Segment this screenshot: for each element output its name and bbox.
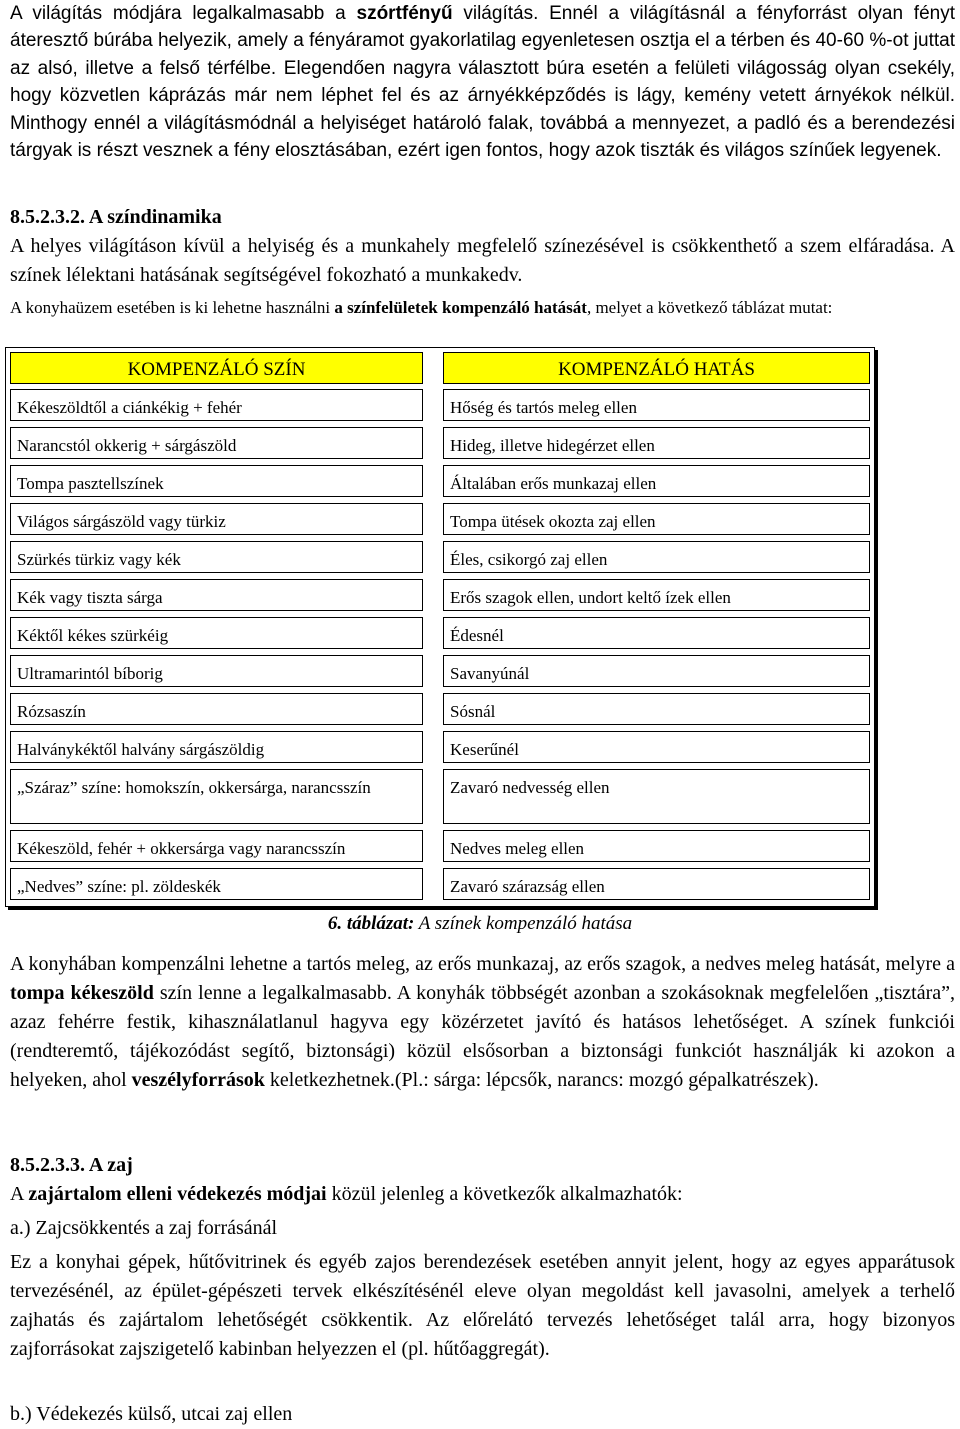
intro-text-cont2: Minthogy ennél a világításmódnál a helyiséget határoló falak, továbbá a mennyezet, a padló és a berendezési tárgyak is részt vesznek a fény elosztásában, ezért igen fontos, hogy azok tiszták és világos színűek legyenek. bbox=[10, 112, 955, 162]
table-cell-effect: Hideg, illetve hidegérzet ellen bbox=[443, 427, 870, 459]
zaj-intro-bold: zajártalom elleni védekezés módjai bbox=[28, 1183, 327, 1205]
compensation-table bbox=[5, 347, 875, 907]
section-heading-szindinamika: 8.5.2.3.2. A színdinamika bbox=[10, 206, 222, 228]
table-cell-color: Kékeszöldtől a ciánkékig + fehér bbox=[10, 389, 423, 421]
table-cell-color: Kék vagy tiszta sárga bbox=[10, 579, 423, 611]
table-cell-color: Ultramarintól bíborig bbox=[10, 655, 423, 687]
after-table-text: A konyhában kompenzálni lehetne a tartós meleg, az erős munkazaj, az erős szagok, a nedves meleg hatását, melyre a bbox=[10, 953, 955, 975]
table-cell-color: Rózsaszín bbox=[10, 693, 423, 725]
table-cell-effect: Zavaró szárazság ellen bbox=[443, 868, 870, 900]
table-cell-color: „Száraz” színe: homokszín, okkersárga, narancsszín bbox=[10, 769, 423, 824]
table-intro-text: A konyhaüzem esetében is ki lehetne használni bbox=[10, 298, 335, 317]
table-cell-effect: Sósnál bbox=[443, 693, 870, 725]
list-item-b: b.) Védekezés külső, utcai zaj ellen bbox=[10, 1403, 293, 1425]
table-cell-effect: Zavaró nedvesség ellen bbox=[443, 769, 870, 824]
table-cell-effect: Keserűnél bbox=[443, 731, 870, 763]
intro-text-cont: világítás. Ennél a világításnál a fényforrást olyan fényt áteresztő búrába helyezik, amely a fényáramot gyakorlatilag egyenletesen osztja el a térben és 40-60 %-ot juttat az alsó, illetve a felső térfélbe. Elegendően nagyra választott búra esetén a felületi világosság olyan csekély, hogy közvetlen káprázás már nem léphet fel és az árnyékképződés is lágy, kemény vetett árnyékok nélkül. bbox=[10, 3, 955, 107]
intro-paragraph bbox=[10, 0, 955, 164]
table-cell-color: Kékeszöld, fehér + okkersárga vagy narancsszín bbox=[10, 830, 423, 862]
table-caption bbox=[0, 911, 960, 937]
table-header-color: KOMPENZÁLÓ SZÍN bbox=[10, 352, 423, 384]
table-intro-text-end: , melyet a következő táblázat mutat: bbox=[586, 298, 833, 317]
table-cell-effect: Éles, csikorgó zaj ellen bbox=[443, 541, 870, 573]
zaj-intro-line bbox=[10, 1180, 683, 1209]
table-caption-number: 6. táblázat: bbox=[327, 913, 415, 934]
table-caption-title: A színek kompenzáló hatása bbox=[414, 913, 633, 934]
table-cell-color: Szürkés türkiz vagy kék bbox=[10, 541, 423, 573]
table-cell-effect: Erős szagok ellen, undort keltő ízek ellen bbox=[443, 579, 870, 611]
list-item-a: a.) Zajcsökkentés a zaj forrásánál bbox=[10, 1217, 278, 1239]
table-cell-color: Halványkéktől halvány sárgászöldig bbox=[10, 731, 423, 763]
after-table-text-end: keletkezhetnek.(Pl.: sárga: lépcsők, narancs: mozgó gépalkatrészek). bbox=[264, 1069, 819, 1091]
table-cell-color: „Nedves” színe: pl. zöldeskék bbox=[10, 868, 423, 900]
table-cell-effect: Savanyúnál bbox=[443, 655, 870, 687]
table-intro-bold: a színfelületek kompenzáló hatását bbox=[334, 298, 587, 317]
after-table-paragraph bbox=[10, 950, 955, 1095]
table-cell-effect: Általában erős munkazaj ellen bbox=[443, 465, 870, 497]
table-cell-color: Világos sárgászöld vagy türkiz bbox=[10, 503, 423, 535]
after-table-bold-danger: veszélyforrások bbox=[131, 1069, 265, 1091]
table-cell-effect: Édesnél bbox=[443, 617, 870, 649]
zaj-paragraph: Ez a konyhai gépek, hűtővitrinek és egyéb zajos berendezések esetében annyit jelent, hogy az egyes apparátusok tervezésénél, az épület-gépészeti tervek elkészítésénél eleve olyan megoldást kell javasolni, amelyek a terhelő zajhatás és zajártalom lehetőségét csökkentik. Az előrelátó tervezés lehetőséget talál arra, hogy bizonyos zajforrásokat zajszigetelő kabinban helyezzen el (pl. hűtőaggregát). bbox=[10, 1251, 955, 1360]
table-header-effect: KOMPENZÁLÓ HATÁS bbox=[443, 352, 870, 384]
table-cell-color: Kéktől kékes szürkéig bbox=[10, 617, 423, 649]
intro-bold-term: szórtfényű bbox=[356, 3, 453, 24]
section-heading-zaj: 8.5.2.3.3. A zaj bbox=[10, 1154, 133, 1176]
table-intro-paragraph bbox=[10, 296, 955, 319]
table-cell-color: Tompa pasztellszínek bbox=[10, 465, 423, 497]
zaj-intro-text: A bbox=[10, 1183, 29, 1205]
intro-text: A világítás módjára legalkalmasabb a bbox=[10, 3, 357, 24]
table-cell-color: Narancstól okkerig + sárgászöld bbox=[10, 427, 423, 459]
szindinamika-paragraph: A helyes világításon kívül a helyiség és a munkahely megfelelő színezésével is csökkenthető a szem elfáradása. A színek lélektani hatásának segítségével fokozható a munkakedv. bbox=[10, 235, 955, 286]
table-cell-effect: Nedves meleg ellen bbox=[443, 830, 870, 862]
after-table-text-mid: szín lenne a legalkalmasabb. A konyhák többségét azonban a szokásoknak megfelelően „tisztára”, azaz fehérre festik, kihasználatlanul hagyva egy közérzetet javító és hatásos lehetőséget. A színek funkciói (rendteremtő, tájékozódást segítő, biztonsági) közül elsősorban a biztonsági funkciót használják ki azokon a helyeken, ahol bbox=[10, 982, 955, 1091]
zaj-intro-text-end: közül jelenleg a következők alkalmazhatók: bbox=[326, 1183, 683, 1205]
table-cell-effect: Hőség és tartós meleg ellen bbox=[443, 389, 870, 421]
table-cell-effect: Tompa ütések okozta zaj ellen bbox=[443, 503, 870, 535]
after-table-bold-color: tompa kékeszöld bbox=[10, 982, 154, 1004]
